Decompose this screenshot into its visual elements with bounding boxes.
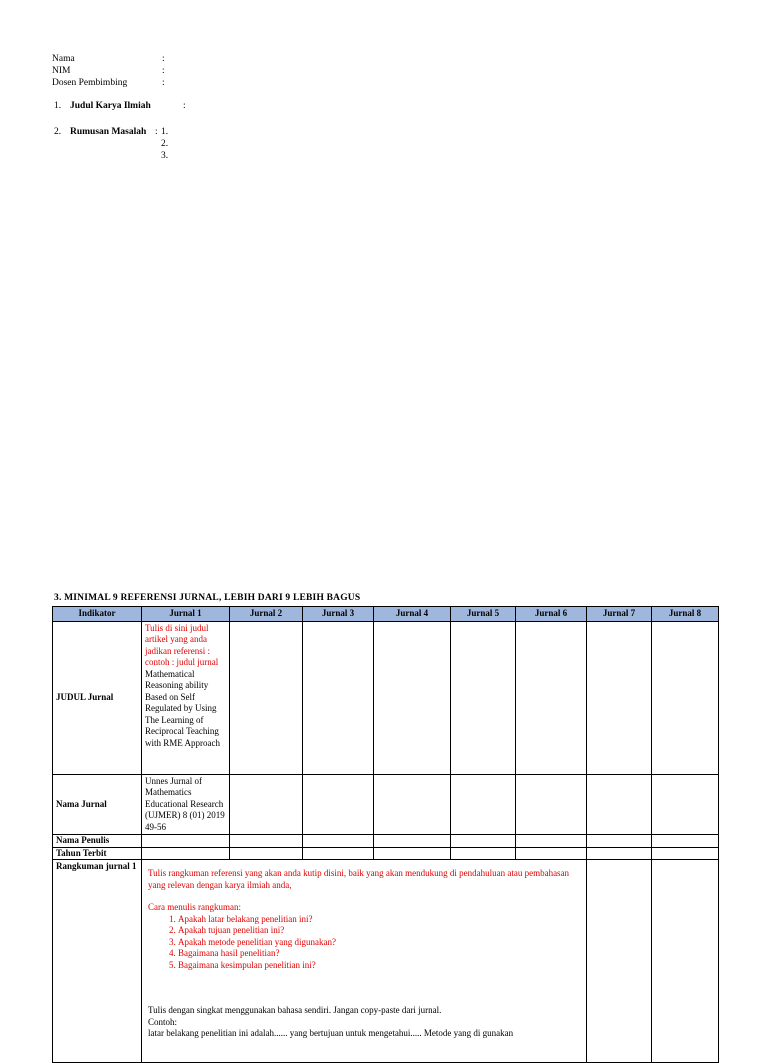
table-cell (587, 860, 652, 1063)
column-header: Jurnal 3 (303, 607, 374, 622)
table-row-judul (53, 621, 719, 774)
row-label: Rangkuman jurnal 1 (53, 860, 142, 1063)
table-cell (451, 774, 516, 835)
table-cell: Unnes Jurnal of Mathematics Educational Research (UJMER) 8 (01) 2019 49-56 (142, 774, 230, 835)
item-colon: : (183, 101, 186, 111)
table-cell (652, 621, 719, 774)
table-cell (587, 835, 652, 848)
row-label: JUDUL Jurnal (53, 621, 142, 774)
table-row-nama-jurnal (53, 774, 719, 835)
reference-table (52, 606, 719, 1063)
summary-instruction: Tulis dengan singkat menggunakan bahasa sendiri. Jangan copy-paste dari jurnal. (148, 1005, 442, 1015)
item-rumusan-masalah (54, 126, 146, 138)
field-colon: : (162, 54, 165, 64)
summary-example-text: latar belakang penelitian ini adalah...... yang bertujuan untuk mengetahui..... Metode yang di gunakan (148, 1028, 514, 1038)
table-cell (451, 835, 516, 848)
table-header-row (53, 607, 719, 622)
summary-questions (148, 914, 582, 972)
column-header: Jurnal 8 (652, 607, 719, 622)
table-cell (652, 835, 719, 848)
table-cell (142, 835, 230, 848)
rumusan-list-item: 2. (161, 139, 169, 149)
field-label-nama: Nama (52, 54, 75, 64)
item-number: 2. (54, 127, 62, 137)
summary-question: 5. Bagaimana kesimpulan penelitian ini? (178, 960, 582, 972)
item-judul-karya-ilmiah (54, 100, 151, 112)
field-colon: : (162, 66, 165, 76)
table-cell (303, 847, 374, 860)
table-cell (374, 621, 451, 774)
column-header: Jurnal 5 (451, 607, 516, 622)
summary-question: 1. Apakah latar belakang penelitian ini? (178, 914, 582, 926)
table-cell (516, 835, 587, 848)
judul-hint: Tulis di sini judul artikel yang anda jadikan referensi : contoh : judul jurnal (145, 622, 219, 667)
summary-question: 3. Apakah metode penelitian yang digunakan? (178, 937, 582, 949)
summary-intro: Tulis rangkuman referensi yang akan anda kutip disini, baik yang akan mendukung di pendahuluan atau pembahasan yang relevan dengan karya ilmiah anda, (148, 868, 570, 890)
column-header: Jurnal 6 (516, 607, 587, 622)
table-cell (451, 847, 516, 860)
table-cell (451, 621, 516, 774)
item-label: Rumusan Masalah (70, 127, 147, 137)
row-label: Tahun Terbit (53, 847, 142, 860)
section-title: 3. MINIMAL 9 REFERENSI JURNAL, LEBIH DARI 9 LEBIH BAGUS (54, 593, 361, 603)
table-row-nama-penulis (53, 835, 719, 848)
column-header: Jurnal 7 (587, 607, 652, 622)
table-cell (230, 847, 303, 860)
summary-howto: Cara menulis rangkuman: (148, 902, 241, 912)
summary-cell (142, 860, 587, 1063)
column-header: Jurnal 4 (374, 607, 451, 622)
item-label: Judul Karya Ilmiah (70, 101, 151, 111)
table-cell (516, 847, 587, 860)
rumusan-list-item: 3. (161, 151, 169, 161)
table-cell (142, 847, 230, 860)
judul-example: Mathematical Reasoning ability Based on Self Regulated by Using The Learning of Reciprocal Teaching with RME Approach (145, 668, 220, 748)
table-cell (142, 621, 230, 774)
table-cell (374, 774, 451, 835)
table-cell (303, 774, 374, 835)
column-header: Jurnal 1 (142, 607, 230, 622)
table-cell (303, 621, 374, 774)
summary-question: 2. Apakah tujuan penelitian ini? (178, 925, 582, 937)
table-row-tahun-terbit (53, 847, 719, 860)
field-colon: : (162, 78, 165, 88)
table-cell (374, 835, 451, 848)
item-number: 1. (54, 101, 62, 111)
table-cell (230, 621, 303, 774)
table-cell (652, 847, 719, 860)
table-cell (652, 774, 719, 835)
row-label: Nama Jurnal (53, 774, 142, 835)
rumusan-list-item: 1. (161, 127, 169, 137)
table-cell (516, 621, 587, 774)
row-label: Nama Penulis (53, 835, 142, 848)
column-header: Jurnal 2 (230, 607, 303, 622)
summary-example-label: Contoh: (148, 1016, 178, 1027)
field-label-dosen-pembimbing: Dosen Pembimbing (52, 78, 128, 88)
table-cell (230, 774, 303, 835)
table-cell (652, 860, 719, 1063)
table-row-rangkuman (53, 860, 719, 1063)
table-cell (230, 835, 303, 848)
summary-question: 4. Bagaimana hasil penelitian? (178, 948, 582, 960)
table-cell (516, 774, 587, 835)
field-label-nim: NIM (52, 66, 71, 76)
table-cell (587, 847, 652, 860)
table-cell (587, 621, 652, 774)
rumusan-list (161, 126, 168, 162)
item-colon: : (155, 127, 158, 137)
table-cell (587, 774, 652, 835)
table-cell (374, 847, 451, 860)
table-cell (303, 835, 374, 848)
column-header: Indikator (53, 607, 142, 622)
